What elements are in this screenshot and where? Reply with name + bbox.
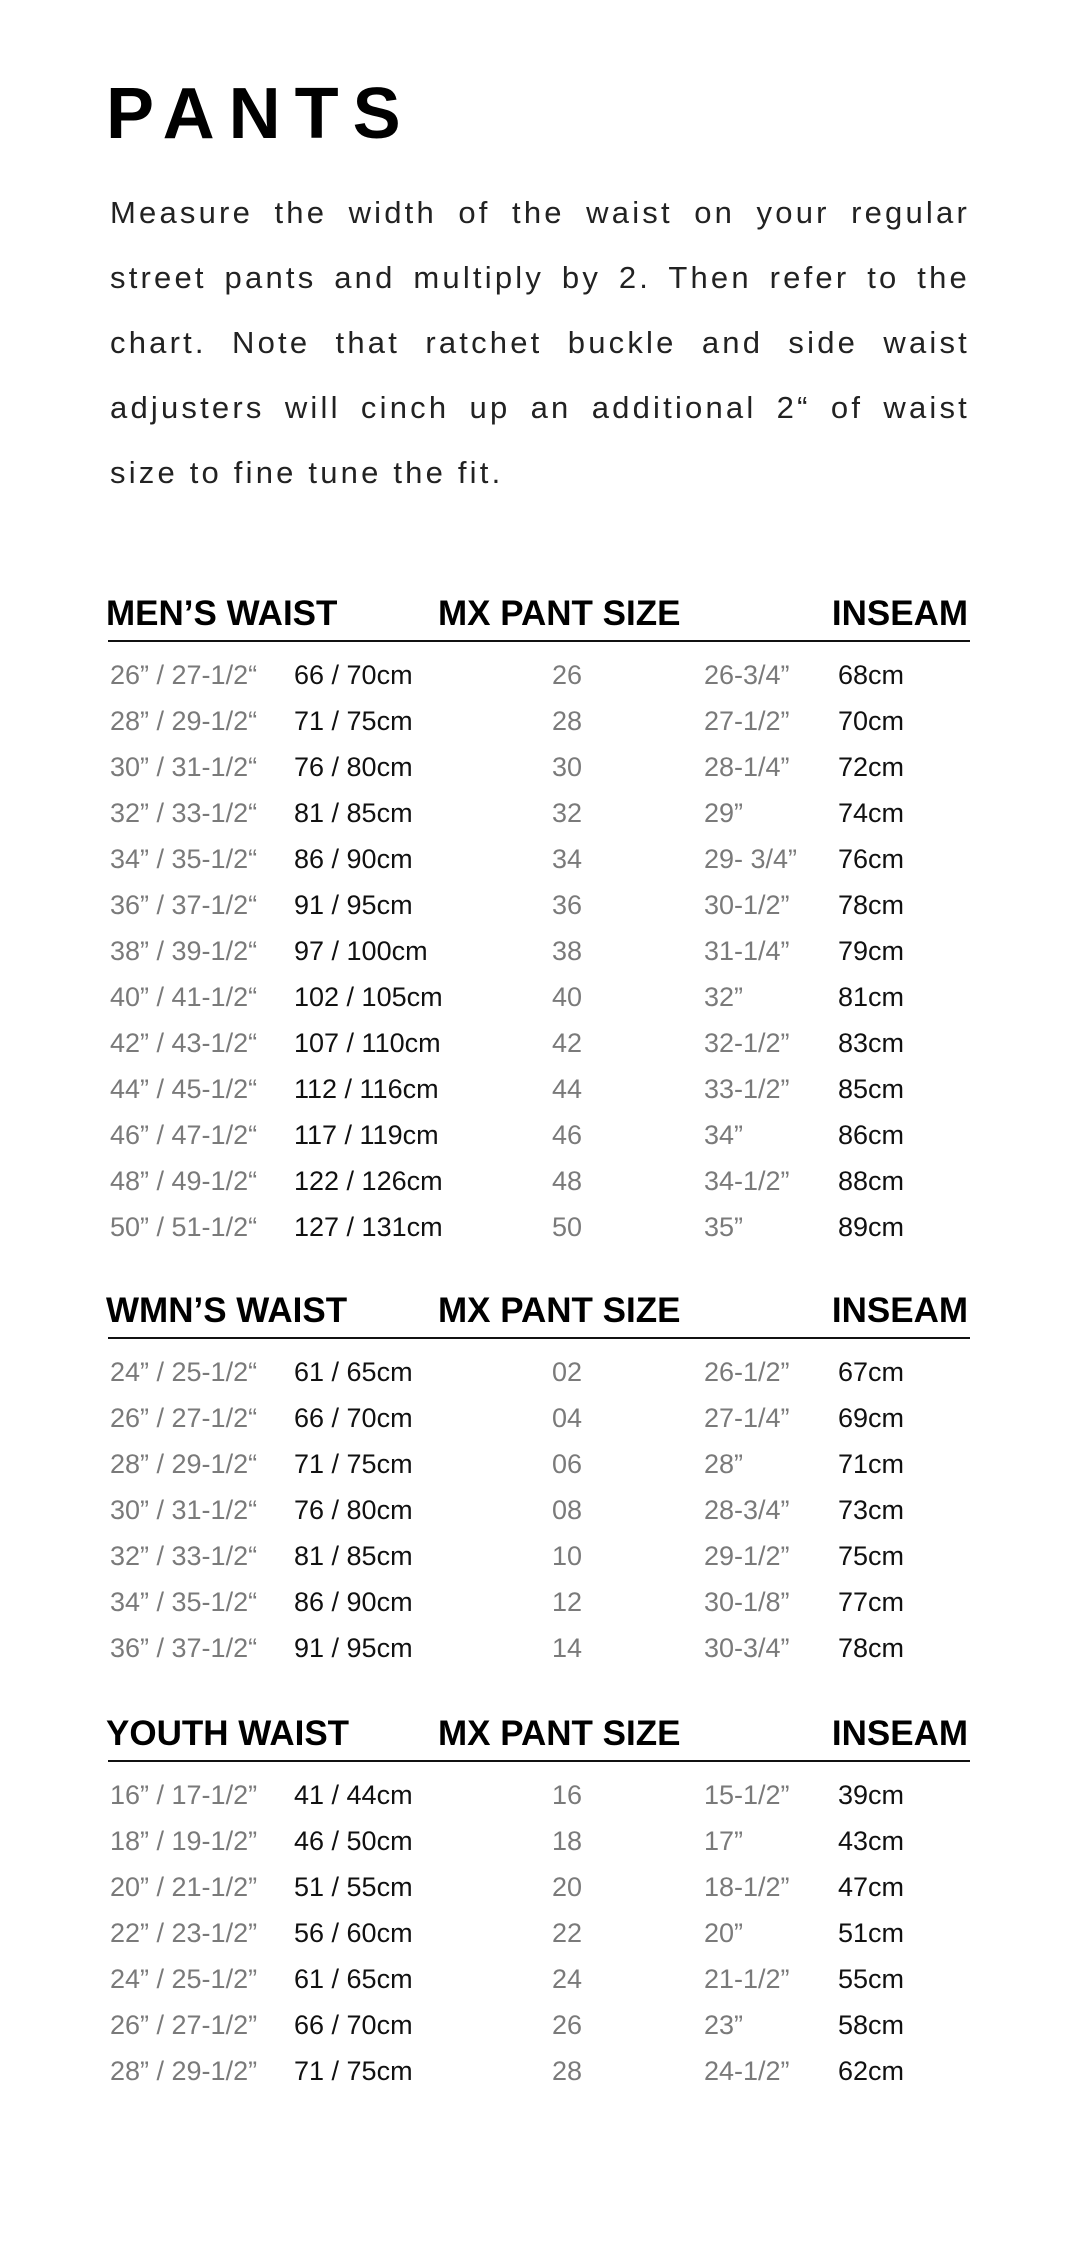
table-row — [108, 698, 970, 744]
inseam-cm-cell: 39cm — [838, 1780, 905, 1810]
pant-size-cell: 22 — [552, 1918, 583, 1948]
waist-inches-cell: 24” / 25-1/2” — [110, 1964, 258, 1994]
inseam-cm-cell: 78cm — [838, 1633, 905, 1663]
waist-inches-cell: 44” / 45-1/2“ — [110, 1074, 258, 1104]
inseam-cm-cell: 81cm — [838, 982, 905, 1012]
inseam-cm-cell: 74cm — [838, 798, 905, 828]
waist-cm-cell: 122 / 126cm — [294, 1166, 443, 1196]
table-row — [108, 928, 970, 974]
inseam-cm-cell: 75cm — [838, 1541, 905, 1571]
waist-cm-cell: 66 / 70cm — [294, 1403, 413, 1433]
table-row — [108, 974, 970, 1020]
table-row — [108, 652, 970, 698]
waist-cm-cell: 76 / 80cm — [294, 1495, 413, 1525]
pant-size-cell: 38 — [552, 936, 583, 966]
intro-text: Measure the width of the waist on your regular street pants and multiply by 2. Then refer to the chart. Note that ratchet buckle and side waist adjusters will cinch up an additional 2“ of waist size to fine tune the fit. — [110, 195, 970, 490]
table-row — [108, 1625, 970, 1671]
table-row — [108, 836, 970, 882]
inseam-inches-cell: 35” — [704, 1212, 744, 1242]
inseam-cm-cell: 79cm — [838, 936, 905, 966]
waist-inches-cell: 36” / 37-1/2“ — [110, 1633, 258, 1663]
waist-inches-cell: 28” / 29-1/2“ — [110, 706, 258, 736]
inseam-inches-cell: 20” — [704, 1918, 744, 1948]
inseam-inches-cell: 18-1/2” — [704, 1872, 790, 1902]
inseam-cm-cell: 86cm — [838, 1120, 905, 1150]
pant-size-cell: 06 — [552, 1449, 583, 1479]
waist-cm-cell: 127 / 131cm — [294, 1212, 443, 1242]
table-row — [108, 1020, 970, 1066]
table-row — [108, 744, 970, 790]
waist-inches-cell: 46” / 47-1/2“ — [110, 1120, 258, 1150]
youth-table-header — [108, 1710, 970, 1762]
inseam-cm-cell: 43cm — [838, 1826, 905, 1856]
pant-size-cell: 42 — [552, 1028, 583, 1058]
mens-inseam-heading: INSEAM — [831, 594, 968, 633]
waist-inches-cell: 34” / 35-1/2“ — [110, 844, 258, 874]
waist-inches-cell: 22” / 23-1/2” — [110, 1918, 258, 1948]
table-row — [108, 882, 970, 928]
pant-size-cell: 16 — [552, 1780, 583, 1810]
pant-size-cell: 48 — [552, 1166, 583, 1196]
pant-size-cell: 28 — [552, 706, 583, 736]
waist-cm-cell: 46 / 50cm — [294, 1826, 413, 1856]
waist-inches-cell: 50” / 51-1/2“ — [110, 1212, 258, 1242]
pant-size-cell: 44 — [552, 1074, 583, 1104]
inseam-cm-cell: 55cm — [838, 1964, 905, 1994]
table-row — [108, 1204, 970, 1250]
waist-inches-cell: 28” / 29-1/2“ — [110, 1449, 258, 1479]
waist-inches-cell: 40” / 41-1/2“ — [110, 982, 258, 1012]
pant-size-cell: 40 — [552, 982, 583, 1012]
waist-cm-cell: 61 / 65cm — [294, 1964, 413, 1994]
waist-inches-cell: 48” / 49-1/2“ — [110, 1166, 258, 1196]
womens-table-header — [108, 1287, 970, 1339]
table-row — [108, 1956, 970, 2002]
waist-inches-cell: 38” / 39-1/2“ — [110, 936, 258, 966]
pant-size-cell: 36 — [552, 890, 583, 920]
youth-table-rows — [108, 1772, 970, 2094]
mens-table-header — [108, 590, 970, 642]
inseam-cm-cell: 51cm — [838, 1918, 905, 1948]
inseam-cm-cell: 85cm — [838, 1074, 905, 1104]
inseam-cm-cell: 69cm — [838, 1403, 905, 1433]
table-row — [108, 2048, 970, 2094]
table-row — [108, 1487, 970, 1533]
waist-inches-cell: 18” / 19-1/2” — [110, 1826, 258, 1856]
inseam-cm-cell: 58cm — [838, 2010, 905, 2040]
inseam-inches-cell: 15-1/2” — [704, 1780, 790, 1810]
inseam-inches-cell: 26-3/4” — [704, 660, 790, 690]
womens-size-table — [108, 1287, 970, 1671]
womens-inseam-heading: INSEAM — [831, 1291, 968, 1330]
waist-cm-cell: 56 / 60cm — [294, 1918, 413, 1948]
waist-inches-cell: 30” / 31-1/2“ — [110, 1495, 258, 1525]
pant-size-cell: 46 — [552, 1120, 583, 1150]
inseam-cm-cell: 67cm — [838, 1357, 905, 1387]
waist-cm-cell: 71 / 75cm — [294, 1449, 413, 1479]
table-row — [108, 1533, 970, 1579]
table-row — [108, 1066, 970, 1112]
waist-inches-cell: 32” / 33-1/2“ — [110, 1541, 258, 1571]
waist-cm-cell: 41 / 44cm — [294, 1780, 413, 1810]
inseam-cm-cell: 89cm — [838, 1212, 905, 1242]
waist-inches-cell: 16” / 17-1/2” — [110, 1780, 258, 1810]
waist-cm-cell: 81 / 85cm — [294, 798, 413, 828]
table-row — [108, 1864, 970, 1910]
inseam-cm-cell: 78cm — [838, 890, 905, 920]
waist-inches-cell: 34” / 35-1/2“ — [110, 1587, 258, 1617]
waist-inches-cell: 36” / 37-1/2“ — [110, 890, 258, 920]
inseam-inches-cell: 29-1/2” — [704, 1541, 790, 1571]
pant-size-cell: 24 — [552, 1964, 583, 1994]
inseam-cm-cell: 83cm — [838, 1028, 905, 1058]
inseam-cm-cell: 72cm — [838, 752, 905, 782]
waist-inches-cell: 26” / 27-1/2“ — [110, 660, 258, 690]
pant-size-cell: 20 — [552, 1872, 583, 1902]
waist-cm-cell: 91 / 95cm — [294, 1633, 413, 1663]
pant-size-cell: 10 — [552, 1541, 583, 1571]
table-row — [108, 1158, 970, 1204]
pant-size-cell: 34 — [552, 844, 583, 874]
table-row — [108, 1395, 970, 1441]
waist-cm-cell: 97 / 100cm — [294, 936, 428, 966]
womens-table-rows — [108, 1349, 970, 1671]
pant-size-cell: 26 — [552, 660, 583, 690]
waist-inches-cell: 26” / 27-1/2“ — [110, 1403, 258, 1433]
inseam-inches-cell: 34-1/2” — [704, 1166, 790, 1196]
inseam-inches-cell: 31-1/4” — [704, 936, 790, 966]
inseam-cm-cell: 68cm — [838, 660, 905, 690]
waist-cm-cell: 61 / 65cm — [294, 1357, 413, 1387]
inseam-inches-cell: 32-1/2” — [704, 1028, 790, 1058]
inseam-inches-cell: 28” — [704, 1449, 744, 1479]
womens-size-heading: MX PANT SIZE — [438, 1291, 681, 1330]
waist-inches-cell: 32” / 33-1/2“ — [110, 798, 258, 828]
mens-size-heading: MX PANT SIZE — [438, 594, 681, 633]
waist-inches-cell: 24” / 25-1/2“ — [110, 1357, 258, 1387]
pant-size-cell: 04 — [552, 1403, 583, 1433]
mens-size-table — [108, 590, 970, 1250]
womens-waist-heading: WMN’S WAIST — [106, 1291, 348, 1330]
table-row — [108, 1349, 970, 1395]
inseam-inches-cell: 24-1/2” — [704, 2056, 790, 2086]
table-row — [108, 790, 970, 836]
youth-size-heading: MX PANT SIZE — [438, 1714, 681, 1753]
inseam-inches-cell: 29” — [704, 798, 744, 828]
youth-waist-heading: YOUTH WAIST — [106, 1714, 350, 1753]
waist-cm-cell: 86 / 90cm — [294, 1587, 413, 1617]
mens-waist-heading: MEN’S WAIST — [106, 594, 338, 633]
inseam-inches-cell: 28-3/4” — [704, 1495, 790, 1525]
waist-cm-cell: 117 / 119cm — [294, 1120, 439, 1150]
waist-cm-cell: 81 / 85cm — [294, 1541, 413, 1571]
waist-cm-cell: 71 / 75cm — [294, 2056, 413, 2086]
pant-size-cell: 50 — [552, 1212, 583, 1242]
inseam-inches-cell: 21-1/2” — [704, 1964, 790, 1994]
inseam-inches-cell: 17” — [704, 1826, 744, 1856]
inseam-cm-cell: 70cm — [838, 706, 905, 736]
waist-cm-cell: 66 / 70cm — [294, 2010, 413, 2040]
pant-size-cell: 08 — [552, 1495, 583, 1525]
table-row — [108, 2002, 970, 2048]
pant-size-cell: 32 — [552, 798, 583, 828]
pant-size-cell: 26 — [552, 2010, 583, 2040]
inseam-inches-cell: 27-1/4” — [704, 1403, 790, 1433]
inseam-cm-cell: 47cm — [838, 1872, 905, 1902]
pant-size-cell: 30 — [552, 752, 583, 782]
waist-cm-cell: 71 / 75cm — [294, 706, 413, 736]
inseam-inches-cell: 27-1/2” — [704, 706, 790, 736]
table-row — [108, 1441, 970, 1487]
waist-cm-cell: 51 / 55cm — [294, 1872, 413, 1902]
waist-cm-cell: 107 / 110cm — [294, 1028, 441, 1058]
page-title: PANTS — [106, 74, 415, 154]
table-row — [108, 1818, 970, 1864]
waist-inches-cell: 28” / 29-1/2” — [110, 2056, 258, 2086]
inseam-inches-cell: 30-3/4” — [704, 1633, 790, 1663]
waist-inches-cell: 20” / 21-1/2” — [110, 1872, 258, 1902]
inseam-inches-cell: 26-1/2” — [704, 1357, 790, 1387]
pant-size-cell: 12 — [552, 1587, 583, 1617]
inseam-cm-cell: 76cm — [838, 844, 905, 874]
youth-size-table — [108, 1710, 970, 2094]
waist-inches-cell: 42” / 43-1/2“ — [110, 1028, 258, 1058]
waist-cm-cell: 76 / 80cm — [294, 752, 413, 782]
pant-size-cell: 28 — [552, 2056, 583, 2086]
waist-cm-cell: 91 / 95cm — [294, 890, 413, 920]
inseam-inches-cell: 23” — [704, 2010, 744, 2040]
inseam-inches-cell: 28-1/4” — [704, 752, 790, 782]
inseam-cm-cell: 88cm — [838, 1166, 905, 1196]
waist-cm-cell: 66 / 70cm — [294, 660, 413, 690]
table-row — [108, 1772, 970, 1818]
inseam-cm-cell: 62cm — [838, 2056, 905, 2086]
waist-inches-cell: 30” / 31-1/2“ — [110, 752, 258, 782]
inseam-cm-cell: 73cm — [838, 1495, 905, 1525]
table-row — [108, 1910, 970, 1956]
table-row — [108, 1112, 970, 1158]
inseam-inches-cell: 29- 3/4” — [704, 844, 798, 874]
youth-inseam-heading: INSEAM — [831, 1714, 968, 1753]
waist-cm-cell: 86 / 90cm — [294, 844, 413, 874]
table-row — [108, 1579, 970, 1625]
inseam-inches-cell: 33-1/2” — [704, 1074, 790, 1104]
inseam-inches-cell: 30-1/8” — [704, 1587, 790, 1617]
inseam-cm-cell: 71cm — [838, 1449, 905, 1479]
waist-cm-cell: 112 / 116cm — [294, 1074, 439, 1104]
pant-size-cell: 18 — [552, 1826, 583, 1856]
mens-table-rows — [108, 652, 970, 1250]
waist-cm-cell: 102 / 105cm — [294, 982, 443, 1012]
inseam-inches-cell: 34” — [704, 1120, 744, 1150]
pant-size-cell: 02 — [552, 1357, 583, 1387]
pant-size-cell: 14 — [552, 1633, 583, 1663]
inseam-inches-cell: 32” — [704, 982, 744, 1012]
waist-inches-cell: 26” / 27-1/2” — [110, 2010, 258, 2040]
inseam-cm-cell: 77cm — [838, 1587, 905, 1617]
inseam-inches-cell: 30-1/2” — [704, 890, 790, 920]
